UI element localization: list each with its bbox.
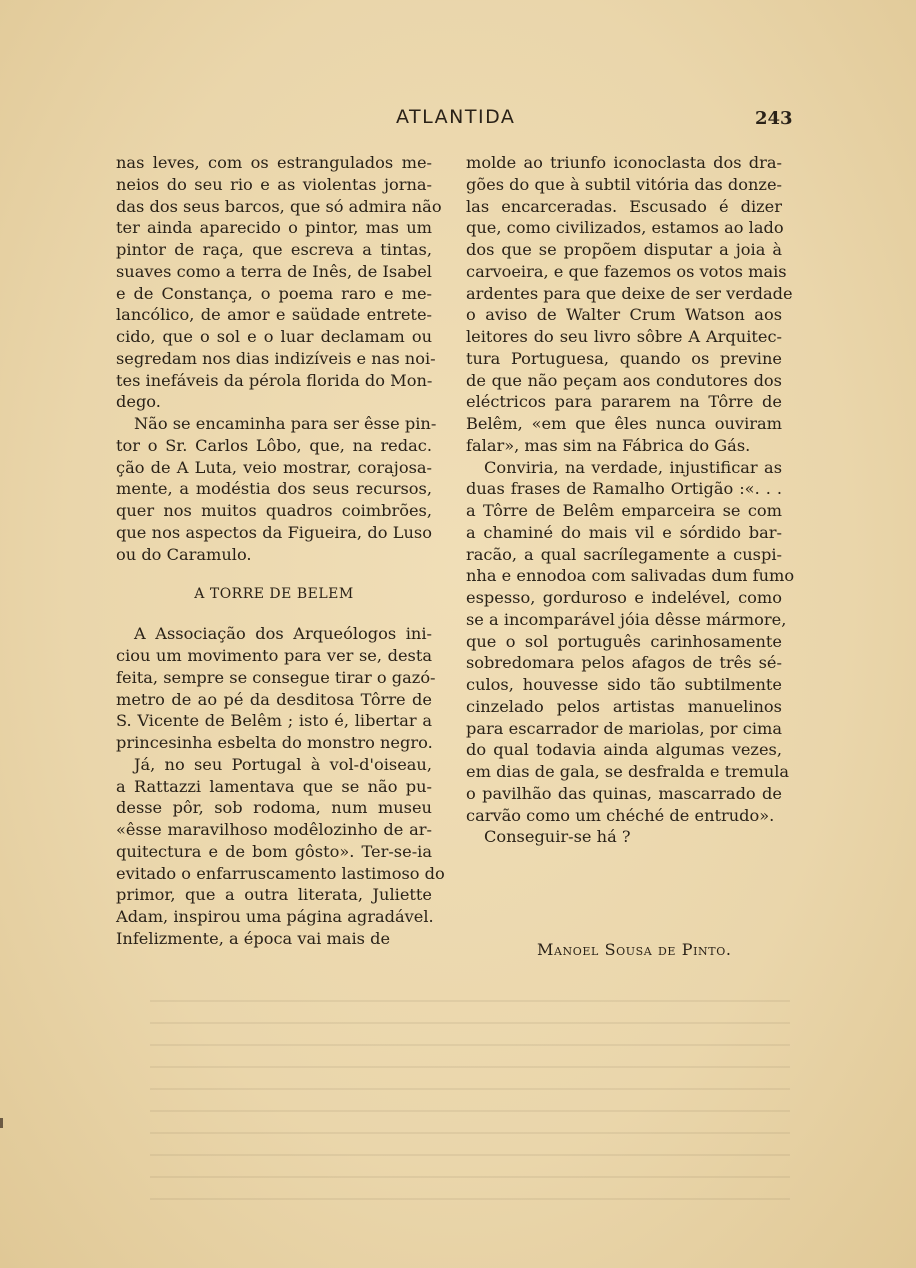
- text-line: a Tôrre de Belêm emparceira se com: [466, 501, 782, 520]
- text-line: lancólico, de amor e saüdade entrete-: [116, 305, 432, 325]
- text-line: quer nos muitos quadros coimbrões,: [116, 501, 432, 520]
- text-line: tor o Sr. Carlos Lôbo, que, na redac.: [116, 435, 432, 455]
- text-line: ou do Caramulo.: [116, 544, 252, 564]
- text-line: culos, houvesse sido tão subtilmente: [466, 675, 782, 694]
- bleed-through-texture: [150, 980, 790, 1200]
- text-line: nha e ennodoa com salivadas dum fumo: [466, 566, 795, 586]
- paragraph-ramalho-ortigao: [466, 457, 795, 827]
- text-line: desse pôr, sob rodoma, num museu: [116, 798, 432, 818]
- text-line: ter ainda aparecido o pintor, mas um: [116, 218, 432, 238]
- text-line: Já, no seu Portugal à vol-d'oiseau,: [134, 754, 432, 774]
- page-number: 243: [755, 108, 793, 129]
- text-line: las encarceradas. Escusado é dizer: [466, 196, 782, 216]
- paragraph-conclusion: [466, 826, 782, 848]
- text-line: o pavilhão das quinas, mascarrado de: [466, 783, 782, 803]
- journal-title: ATLANTIDA: [396, 106, 516, 128]
- text-line: eléctricos para pararem na Tôrre de: [466, 392, 782, 412]
- text-line: tes inefáveis da pérola florida do Mon-: [116, 370, 433, 390]
- text-line: ção de A Luta, veio mostrar, corajosa-: [116, 457, 432, 477]
- text-line: sobredomara pelos afagos de três sé-: [466, 653, 782, 673]
- text-line: cinzelado pelos artistas manuelinos: [466, 696, 782, 716]
- text-line: carvão como um chéché de entrudo».: [466, 805, 775, 825]
- text-line: que nos aspectos da Figueira, do Luso: [116, 522, 432, 542]
- text-line: que, como civilizados, estamos ao lado: [466, 218, 784, 238]
- text-line: e de Constança, o poema raro e me-: [116, 283, 432, 303]
- text-line: Conviria, na verdade, injustificar as: [484, 457, 782, 477]
- text-line: carvoeira, e que fazemos os votos mais: [466, 261, 787, 281]
- text-line: molde ao triunfo iconoclasta dos dra-: [466, 153, 782, 172]
- text-line: do qual todavia ainda algumas vezes,: [466, 740, 782, 760]
- text-line: princesinha esbelta do monstro negro.: [116, 733, 433, 752]
- text-line: gões do que à subtil vitória das donze-: [466, 174, 782, 194]
- text-line: se a incomparável jóia dêsse mármore,: [466, 609, 787, 629]
- paragraph-molde: [466, 152, 793, 457]
- text-line: nas leves, com os estrangulados me-: [116, 153, 432, 172]
- text-line: de que não peçam aos condutores dos: [466, 370, 782, 390]
- text-line: neios do seu rio e as violentas jorna-: [116, 174, 432, 194]
- running-header: [0, 106, 916, 134]
- text-line: feita, sempre se consegue tirar o gazó-: [116, 667, 436, 687]
- text-line: Belêm, «em que êles nunca ouviram: [466, 414, 782, 433]
- text-line: A Associação dos Arqueólogos ini-: [134, 624, 432, 644]
- text-line: o aviso de Walter Crum Watson aos: [466, 305, 782, 325]
- left-column: [116, 152, 445, 950]
- text-line: duas frases de Ramalho Ortigão :«. . .: [466, 479, 782, 499]
- text-line: falar», mas sim na Fábrica do Gás.: [466, 435, 751, 455]
- text-line: evitado o enfarruscamento lastimoso do: [116, 863, 445, 883]
- text-line: racão, a qual sacrílegamente a cuspi-: [466, 544, 782, 564]
- text-line: das dos seus barcos, que só admira não: [116, 196, 442, 216]
- page-edge-mark: [0, 1118, 3, 1128]
- text-line: suaves como a terra de Inês, de Isabel: [116, 261, 432, 281]
- text-line: Conseguir-se há ?: [484, 827, 631, 847]
- text-line: em dias de gala, se desfralda e tremula: [466, 762, 790, 781]
- text-line: para escarrador de mariolas, por cima: [466, 718, 782, 738]
- right-column: [466, 152, 795, 848]
- text-line: primor, que a outra literata, Juliette: [116, 885, 432, 905]
- text-line: quitectura e de bom gôsto». Ter-se-ia: [116, 841, 432, 861]
- paragraph-rattazzi: [116, 754, 445, 950]
- text-line: tura Portuguesa, quando os previne: [466, 348, 782, 368]
- text-line: Não se encaminha para ser êsse pin-: [134, 414, 437, 433]
- text-line: segredam nos dias indizíveis e nas noi-: [116, 348, 436, 368]
- text-line: a chaminé do mais vil e sórdido bar-: [466, 522, 782, 542]
- section-heading: A TORRE DE BELEM: [194, 586, 354, 603]
- text-line: dego.: [116, 392, 161, 412]
- text-line: «êsse maravilhoso modêlozinho de ar-: [116, 820, 432, 839]
- text-line: S. Vicente de Belêm ; isto é, libertar a: [116, 711, 432, 731]
- text-line: ardentes para que deixe de ser verdade: [466, 283, 793, 303]
- text-line: mente, a modéstia dos seus recursos,: [116, 479, 432, 499]
- paragraph-carlos-lobo: [116, 413, 437, 565]
- paragraph-coimbra: [116, 152, 442, 413]
- text-line: metro de ao pé da desditosa Tôrre de: [116, 689, 432, 709]
- paragraph-associacao: [116, 623, 436, 754]
- text-line: a Rattazzi lamentava que se não pu-: [116, 776, 432, 796]
- text-line: Adam, inspirou uma página agradável.: [116, 907, 434, 926]
- text-line: dos que se propõem disputar a joia à: [466, 240, 782, 259]
- text-line: cido, que o sol e o luar declamam ou: [116, 327, 432, 346]
- text-line: leitores do seu livro sôbre A Arquitec-: [466, 327, 782, 346]
- text-line: que o sol português carinhosamente: [466, 631, 782, 651]
- author-signature: Manoel Sousa de Pinto.: [537, 940, 732, 959]
- text-line: Infelizmente, a época vai mais de: [116, 928, 391, 948]
- text-line: espesso, gorduroso e indelével, como: [466, 588, 782, 607]
- text-line: pintor de raça, que escreva a tintas,: [116, 240, 432, 259]
- text-line: ciou um movimento para ver se, desta: [116, 646, 432, 665]
